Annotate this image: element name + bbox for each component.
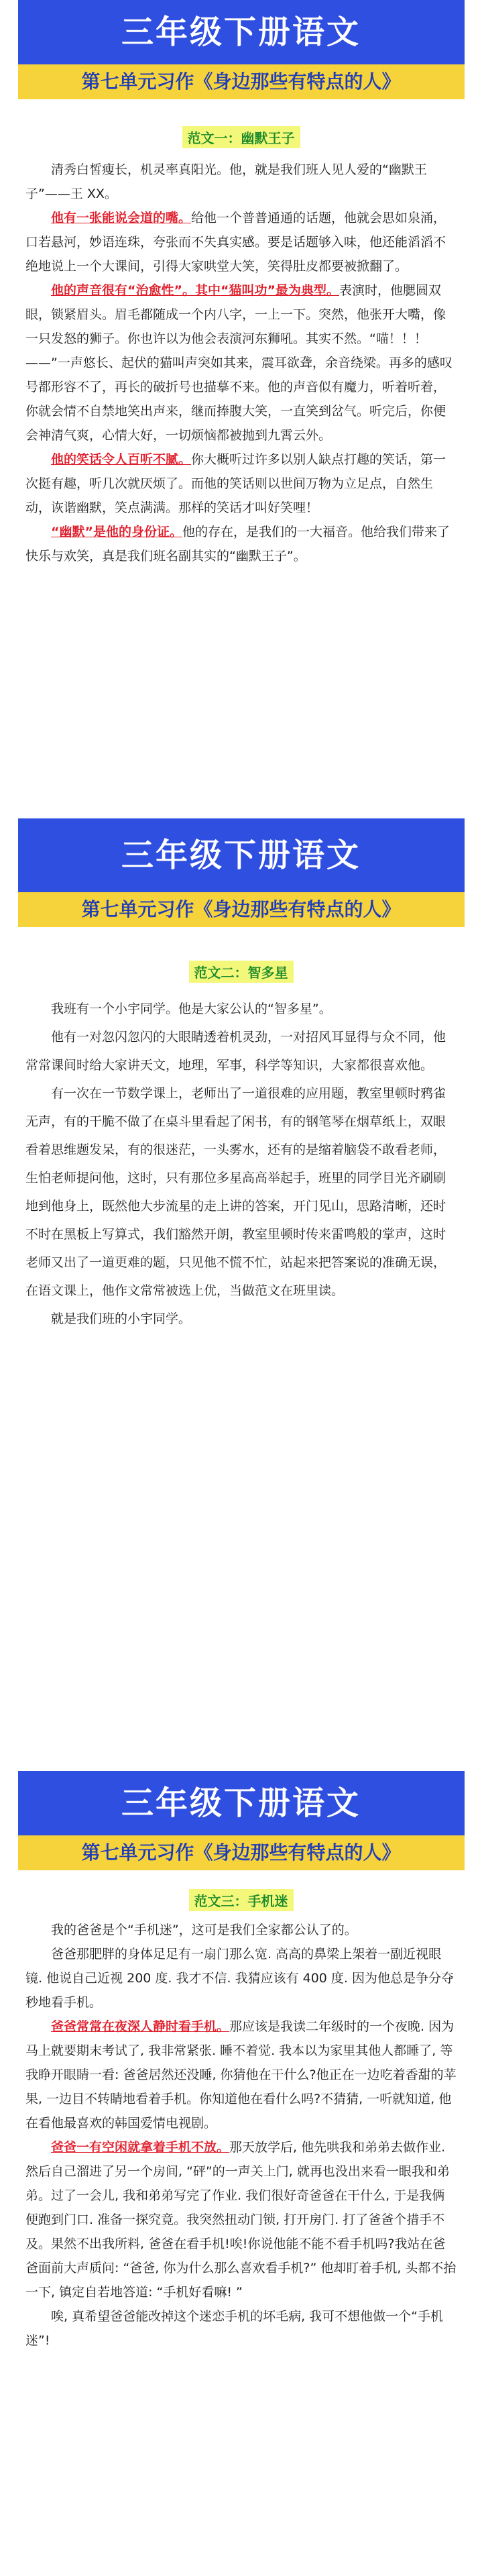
paragraph-text: 我的爸爸是个“手机迷”，这可是我们全家都公认了的。 [51, 1923, 357, 1937]
highlighted-sentence: 爸爸一有空闲就拿着手机不放。 [51, 2140, 230, 2155]
banner-title-text: 三年级下册语文 [121, 1784, 361, 1822]
unit-subtitle: 第七单元习作《身边那些有特点的人》 [18, 64, 465, 99]
essay-tag-wrap [0, 126, 482, 148]
essay-tag: 范文一：幽默王子 [182, 126, 300, 148]
essay-body [25, 995, 457, 1333]
paragraph [25, 520, 457, 568]
essay-body [25, 1918, 457, 2353]
essay-body [25, 158, 457, 568]
highlighted-sentence: 他的声音很有“治愈性”。其中“猫叫功”最为典型。 [51, 283, 339, 298]
banner-title-text: 三年级下册语文 [121, 13, 361, 51]
paragraph-text: 那应该是我读二年级时的一个夜晚. 因为马上就要期末考试了, 我非常紧张. 睡不着觉. 我本以为家里其他人都睡了, 等我睁开眼睛一看: 爸爸居然还没睡, 你猜他在干什么?他正在一边吃着香甜的苹果, 一边目不转睛地看着手机。你知道他在看什么吗?不猜猜, 一听就知道, 他在看他最喜欢的韩国爱情电视剧。 [25, 2019, 457, 2131]
highlighted-sentence: “幽默”是他的身份证。 [51, 525, 182, 539]
highlighted-sentence: 他有一张能说会道的嘴。 [51, 211, 192, 225]
unit-subtitle: 第七单元习作《身边那些有特点的人》 [18, 892, 465, 927]
paragraph [25, 1079, 457, 1305]
paragraph [25, 447, 457, 520]
paragraph [25, 1023, 457, 1079]
paragraph-text: 唉, 真希望爸爸能改掉这个迷恋手机的坏毛病, 我可不想他做一个“手机迷”! [25, 2309, 444, 2348]
essay-1 [0, 0, 482, 818]
paragraph-text: 那天放学后, 他先哄我和弟弟去做作业. 然后自己溜进了另一个房间, “砰”的一声关上门, 就再也没出来看一眼我和弟弟。过了一会儿, 我和弟弟写完了作业. 我们很好奇爸爸在干什么, 于是我俩便跑到门口. 准备一探究竟。我突然扭动门锁, 打开房门. 打了爸爸个措手不及。果然不出我所料, 爸爸在看手机!唉!你说他能不能不看手机吗?我站在爸爸面前大声质问: “爸爸, 你为什么那么喜欢看手机?” 他却盯着手机, 头都不抬一下, 镇定自若地答道: “手机好看嘛! ” [25, 2140, 457, 2300]
essay-tag: 范文二：智多星 [189, 961, 294, 983]
paragraph-text: 清秀白皙瘦长，机灵率真阳光。他，就是我们班人见人爱的“幽默王子”——王 XX。 [25, 162, 427, 201]
paragraph [25, 206, 457, 278]
paragraph-text: 有一次在一节数学课上，老师出了一道很难的应用题，教室里顿时鸦雀无声，有的干脆不做了在桌斗里看起了闲书，有的钢笔琴在烟草纸上，双眼看着思维题发呆，有的很迷茫，一头雾水，还有的是缩着脑袋不敢看老师，生怕老师提问他，这时，只有那位多星高高举起手，班里的同学目光齐刷刷地到他身上，既然他大步流星的走上讲的答案，开门见山，思路清晰，还时不时在黑板上写算式，我们豁然开朗，教室里顿时传来雷鸣般的掌声，这时老师又出了一道更难的题，只见他不慌不忙，站起来把答案说的准确无误，在语文课上，他作文常常被选上优，当做范文在班里读。 [25, 1086, 446, 1298]
essay-tag: 范文三：手机迷 [189, 1889, 294, 1911]
paragraph-text: 他有一对忽闪忽闪的大眼睛透着机灵劲，一对招风耳显得与众不同，他常常课间时给大家讲天文，地理，军事，科学等知识，大家都很喜欢他。 [25, 1030, 446, 1073]
paragraph [25, 2135, 457, 2304]
essay-2 [0, 818, 482, 1771]
paragraph [25, 1305, 457, 1333]
paragraph [25, 1918, 457, 1942]
highlighted-sentence: 他的笑话令人百听不腻。 [51, 452, 192, 467]
paragraph-text: 我班有一个小宇同学。他是大家公认的“智多星”。 [51, 1002, 332, 1016]
highlighted-sentence: 爸爸常常在夜深人静时看手机。 [51, 2019, 230, 2034]
banner-title-text: 三年级下册语文 [121, 837, 361, 874]
paragraph [25, 2015, 457, 2135]
paragraph-text: 就是我们班的小宇同学。 [51, 1311, 192, 1326]
banner-title [18, 1771, 465, 1835]
paragraph-text: 你大概听过许多以别人缺点打趣的笑话，第一次挺有趣，听几次就厌烦了。而他的笑话则以世间万物为立足点，自然生动，诙谐幽默，笑点满满。那样的笑话才叫好笑哩！ [25, 452, 446, 515]
banner-title [18, 0, 465, 64]
paragraph [25, 2304, 457, 2353]
paragraph [25, 278, 457, 447]
essay-tag-wrap [0, 961, 482, 983]
paragraph-text: 表演时，他腮圆双眼，锁紧眉头。眉毛都随成一个内八字，一上一下。突然，他张开大嘴，像一只发怒的狮子。你也许以为他会表演河东狮吼。其实不然。“喵！！！——”一声悠长、起伏的猫叫声突如其来，震耳欲聋，余音绕梁。再多的感叹号都形容不了，再长的破折号也描摹不来。他的声音似有魔力，听着听着，你就会情不自禁地笑出声来，继而捧腹大笑，一直笑到岔气。听完后，你便会神清气爽，心情大好，一切烦恼都被抛到九霄云外。 [25, 283, 453, 443]
paragraph-text: 他的存在，是我们的一大福音。他给我们带来了快乐与欢笑，真是我们班名副其实的“幽默王子”。 [25, 525, 450, 564]
banner-title [18, 818, 465, 892]
unit-subtitle: 第七单元习作《身边那些有特点的人》 [18, 1835, 465, 1870]
paragraph [25, 995, 457, 1023]
essay-3 [0, 1771, 482, 2576]
paragraph [25, 158, 457, 206]
paragraph [25, 1942, 457, 2015]
paragraph-text: 爸爸那肥胖的身体足足有一扇门那么宽. 高高的鼻梁上架着一副近视眼镜. 他说自己近视 200 度. 我才不信. 我猜应该有 400 度. 因为他总是争分夺秒地看手机。 [25, 1947, 455, 2010]
paragraph-text: 给他一个普普通通的话题，他就会思如泉涌，口若悬河，妙语连珠，夸张而不失真实感。要是话题够入味，他还能滔滔不绝地说上一个大课间，引得大家哄堂大笑，笑得肚皮都要被掀翻了。 [25, 211, 446, 274]
essay-tag-wrap [0, 1889, 482, 1911]
